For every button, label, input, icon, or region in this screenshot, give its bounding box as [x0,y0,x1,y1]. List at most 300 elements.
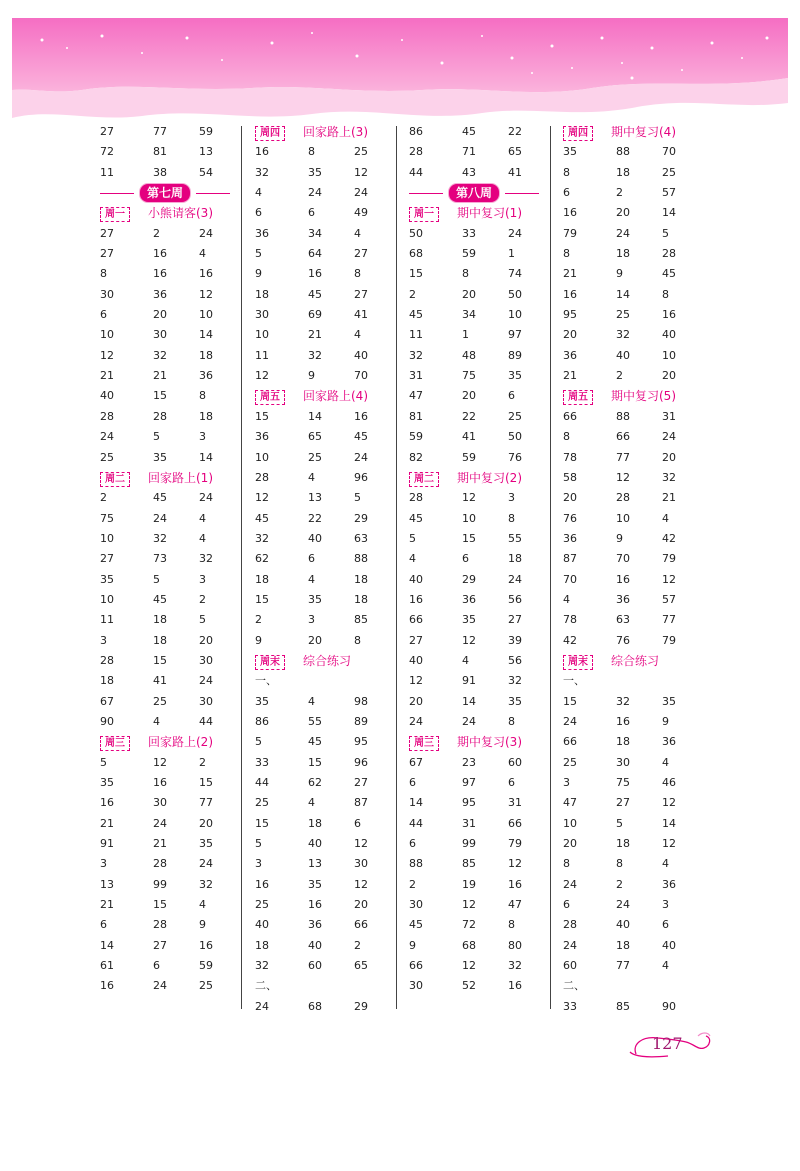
answer-value: 30 [409,898,423,912]
lesson-header [563,651,703,671]
answer-row [409,854,549,874]
answer-value: 4 [199,898,206,912]
answer-value: 5 [409,531,416,545]
answer-value: 24 [563,714,577,728]
answer-value: 57 [662,592,676,606]
answer-row [100,773,240,793]
answer-value: 75 [462,369,476,383]
answer-value: 64 [308,247,322,261]
answer-value: 45 [409,918,423,932]
answer-value: 12 [462,959,476,973]
answer-value: 4 [199,511,206,525]
answer-row [409,793,549,813]
answer-value: 15 [199,776,213,789]
answer-value: 14 [662,816,676,830]
answer-value: 24 [255,999,269,1013]
answer-value: 95 [563,308,577,322]
answer-value: 20 [308,633,322,647]
answer-row [100,610,240,630]
answer-value: 16 [508,979,522,993]
answer-value: 30 [255,308,269,322]
answer-value: 20 [199,816,213,830]
answer-row [563,610,703,630]
answer-row [255,325,395,345]
answer-value: 12 [462,898,476,912]
answer-value: 35 [662,694,676,708]
answer-row [409,509,549,529]
answer-row [409,224,549,244]
answer-value: 18 [153,633,167,647]
answer-value: 22 [462,409,476,423]
answer-value: 8 [662,287,669,301]
answer-value: 27 [616,796,630,810]
answer-value: 97 [462,776,476,789]
answer-value: 6 [100,918,107,932]
answer-row [563,142,703,162]
answer-value: 88 [616,409,630,423]
answer-value: 24 [199,226,213,240]
answer-value: 10 [100,328,114,342]
answer-value: 80 [508,938,522,952]
answer-value: 24 [616,898,630,912]
answer-value: 27 [508,613,522,627]
answer-value: 8 [563,857,570,871]
answer-row [255,509,395,529]
answer-value: 5 [354,491,361,505]
answer-value: 35 [308,592,322,606]
answer-value: 27 [354,247,368,261]
answer-value: 91 [462,674,476,688]
answer-value: 27 [100,552,114,566]
answer-row [563,773,703,793]
lesson-title: 回家路上(4) [303,389,368,404]
answer-row [563,468,703,488]
answer-value: 18 [255,938,269,952]
answer-row [563,895,703,915]
answer-row [563,549,703,569]
answer-value: 4 [308,694,315,708]
answer-value: 24 [462,714,476,728]
answer-value: 16 [563,206,577,220]
answer-value: 28 [255,470,269,484]
answer-row [100,875,240,895]
answer-value: 14 [409,796,423,810]
answer-row [255,773,395,793]
answer-value: 73 [153,552,167,566]
lesson-title: 综合练习 [611,653,660,668]
week-rule-left [100,193,134,194]
answer-row [255,915,395,935]
answer-value: 15 [255,816,269,830]
answer-value: 4 [354,226,361,240]
answer-value: 4 [462,653,469,667]
answer-row [409,773,549,793]
answer-value: 40 [255,918,269,932]
answer-row [100,224,240,244]
answer-row [409,753,549,773]
answer-value: 44 [199,714,213,728]
answer-row [100,712,240,732]
answer-row [563,529,703,549]
answer-value: 27 [100,247,114,261]
answer-value: 41 [508,165,522,179]
answer-value: 24 [308,186,322,200]
answer-value: 12 [354,165,368,179]
answer-row [409,814,549,834]
answer-value: 21 [563,369,577,383]
answer-value: 72 [462,918,476,932]
answer-value: 34 [308,226,322,240]
section-label: 一、 [255,674,277,688]
answer-value: 66 [409,613,423,627]
answer-value: 21 [662,491,676,505]
answer-value: 32 [616,694,630,708]
answer-value: 18 [255,572,269,586]
week-header [409,183,549,203]
answer-row [100,427,240,447]
lesson-title: 回家路上(1) [148,470,213,485]
answer-value: 40 [409,653,423,667]
day-tag: 周三 [100,736,130,751]
column-4 [563,122,703,1017]
answer-value: 24 [153,979,167,993]
answer-value: 9 [616,531,623,545]
answer-value: 25 [563,755,577,769]
answer-value: 9 [255,267,262,281]
answer-value: 16 [153,267,167,281]
answer-value: 27 [153,938,167,952]
answer-value: 79 [662,633,676,647]
lesson-title: 期中复习(1) [457,206,522,221]
answer-value: 77 [616,450,630,464]
lesson-header [100,732,240,752]
answer-row [409,915,549,935]
week-rule-left [409,193,443,194]
answer-row [255,244,395,264]
week-badge: 第七周 [140,184,190,202]
answer-value: 89 [354,714,368,728]
answer-value: 36 [153,287,167,301]
answer-value: 35 [508,369,522,383]
answer-value: 6 [563,186,570,200]
answer-value: 85 [616,999,630,1013]
page-number-ornament [628,1030,718,1060]
answer-value: 12 [662,796,676,810]
answer-value: 31 [662,409,676,423]
answer-value: 12 [616,470,630,484]
answer-value: 18 [100,674,114,688]
answer-value: 40 [616,348,630,362]
answer-value: 20 [409,694,423,708]
answer-value: 10 [255,450,269,464]
answer-value: 45 [354,430,368,444]
answer-value: 10 [563,816,577,830]
answer-value: 4 [662,857,669,871]
answer-value: 2 [354,938,361,952]
answer-value: 24 [563,877,577,891]
answer-value: 79 [662,552,676,566]
answer-value: 75 [616,776,630,789]
answer-value: 32 [153,348,167,362]
answer-value: 24 [199,674,213,688]
answer-value: 33 [563,999,577,1013]
answer-value: 30 [199,694,213,708]
answer-value: 9 [662,714,669,728]
answer-value: 15 [409,267,423,281]
answer-value: 27 [100,226,114,240]
answer-row [409,936,549,956]
answer-row [100,366,240,386]
answer-value: 15 [153,653,167,667]
answer-row [100,651,240,671]
answer-value: 6 [100,308,107,322]
week-rule-right [505,193,539,194]
answer-row [563,692,703,712]
answer-value: 29 [462,572,476,586]
answer-value: 20 [199,633,213,647]
answer-value: 32 [409,348,423,362]
answer-value: 33 [255,755,269,769]
answer-value: 36 [462,592,476,606]
lesson-header [100,468,240,488]
answer-value: 90 [100,714,114,728]
answer-value: 8 [308,145,315,159]
answer-value: 2 [100,491,107,505]
answer-value: 14 [462,694,476,708]
answer-value: 24 [563,938,577,952]
answer-value: 31 [508,796,522,810]
answer-value: 77 [662,613,676,627]
answer-value: 30 [100,287,114,301]
answer-value: 70 [354,369,368,383]
answer-value: 46 [662,776,676,789]
answer-value: 59 [462,247,476,261]
answer-value: 78 [563,450,577,464]
answer-row [563,407,703,427]
answer-value: 6 [308,206,315,220]
answer-value: 28 [100,653,114,667]
answer-row [100,936,240,956]
answer-value: 8 [354,633,361,647]
answer-value: 9 [255,633,262,647]
answer-row [409,285,549,305]
answer-value: 10 [100,592,114,606]
answer-value: 25 [308,450,322,464]
answer-row [255,570,395,590]
answer-value: 77 [616,959,630,973]
answer-value: 6 [409,837,416,851]
answer-value: 8 [563,430,570,444]
answer-row [409,895,549,915]
answer-row [100,529,240,549]
answer-row [409,549,549,569]
answer-value: 40 [308,837,322,851]
answer-value: 5 [199,613,206,627]
answer-value: 25 [255,796,269,810]
answer-row [409,488,549,508]
answer-value: 30 [616,755,630,769]
answer-value: 2 [616,877,623,891]
answer-row [100,793,240,813]
answer-row [563,936,703,956]
answer-row [563,366,703,386]
answer-row [563,793,703,813]
section-label: 一、 [563,674,585,688]
answer-value: 28 [409,491,423,505]
answer-value: 69 [308,308,322,322]
answer-value: 16 [255,877,269,891]
answer-value: 30 [409,979,423,993]
answer-value: 24 [662,430,676,444]
answer-row [100,976,240,996]
answer-value: 40 [354,348,368,362]
answer-row [100,325,240,345]
answer-value: 18 [354,572,368,586]
answer-value: 18 [199,348,213,362]
answer-value: 62 [308,776,322,789]
answer-value: 43 [462,165,476,179]
answer-row [409,590,549,610]
answer-value: 2 [153,226,160,240]
answer-row [409,264,549,284]
answer-value: 2 [199,592,206,606]
answer-row [100,671,240,691]
answer-row [100,386,240,406]
answer-row [255,366,395,386]
answer-value: 20 [563,328,577,342]
answer-row [563,183,703,203]
answer-value: 6 [354,816,361,830]
answer-row [100,509,240,529]
answer-value: 29 [354,999,368,1013]
answer-value: 32 [508,674,522,688]
answer-row [563,448,703,468]
answer-value: 70 [616,552,630,566]
answer-value: 15 [255,409,269,423]
day-tag: 周二 [100,472,130,487]
answer-row [563,631,703,651]
answer-value: 18 [199,409,213,423]
answer-value: 63 [354,531,368,545]
answer-value: 35 [153,450,167,464]
answer-value: 36 [255,226,269,240]
answer-value: 5 [616,816,623,830]
answer-value: 28 [563,918,577,932]
answer-value: 32 [255,165,269,179]
answer-value: 23 [462,755,476,769]
answer-value: 20 [462,287,476,301]
answer-value: 50 [508,430,522,444]
lesson-header [409,203,549,223]
answer-value: 25 [508,409,522,423]
lesson-title: 小熊请客(3) [148,206,213,221]
answer-value: 99 [153,877,167,891]
answer-value: 66 [616,430,630,444]
answer-row [255,549,395,569]
column-divider [241,126,242,1009]
answer-row [255,529,395,549]
answer-value: 18 [153,613,167,627]
answer-value: 40 [662,938,676,952]
answer-value: 4 [153,714,160,728]
answer-value: 3 [100,857,107,871]
answer-value: 6 [462,552,469,566]
column-3 [409,122,549,997]
answer-row [563,875,703,895]
answer-value: 35 [255,694,269,708]
answer-value: 4 [308,470,315,484]
answer-value: 16 [153,247,167,261]
answer-value: 9 [616,267,623,281]
answer-value: 76 [508,450,522,464]
answer-value: 74 [508,267,522,281]
answer-value: 35 [462,613,476,627]
answer-value: 36 [199,369,213,383]
answer-value: 54 [199,165,213,179]
lesson-title: 期中复习(3) [457,735,522,750]
answer-row [255,997,395,1017]
answer-value: 6 [662,918,669,932]
answer-value: 45 [308,735,322,749]
answer-value: 12 [508,857,522,871]
answer-value: 95 [462,796,476,810]
answer-value: 24 [100,430,114,444]
answer-row [100,264,240,284]
answer-value: 59 [462,450,476,464]
answer-value: 12 [662,572,676,586]
answer-value: 12 [409,674,423,688]
answer-row [255,488,395,508]
day-tag: 周末 [255,655,285,670]
answer-value: 2 [616,369,623,383]
answer-value: 16 [308,267,322,281]
answer-value: 4 [662,755,669,769]
answer-value: 3 [199,572,206,586]
answer-row [100,753,240,773]
answer-value: 16 [153,776,167,789]
answer-value: 24 [508,572,522,586]
answer-value: 35 [308,877,322,891]
answer-value: 67 [100,694,114,708]
answer-row [100,692,240,712]
answer-value: 25 [354,145,368,159]
answer-row [255,163,395,183]
answer-value: 2 [199,755,206,769]
answer-value: 48 [462,348,476,362]
answer-row [409,122,549,142]
answer-value: 28 [616,491,630,505]
week-rule-right [196,193,230,194]
answer-value: 68 [462,938,476,952]
answer-row [100,407,240,427]
day-tag: 周一 [100,207,130,222]
header-banner [12,18,788,128]
answer-value: 35 [508,694,522,708]
answer-value: 8 [462,267,469,281]
answer-value: 20 [616,206,630,220]
answer-value: 9 [409,938,416,952]
answer-row [100,549,240,569]
answer-value: 25 [153,694,167,708]
answer-row [563,997,703,1017]
answer-row [255,834,395,854]
answer-value: 68 [308,999,322,1013]
answer-row [563,203,703,223]
answer-value: 56 [508,592,522,606]
answer-row [563,732,703,752]
answer-value: 10 [662,348,676,362]
answer-value: 18 [616,735,630,749]
